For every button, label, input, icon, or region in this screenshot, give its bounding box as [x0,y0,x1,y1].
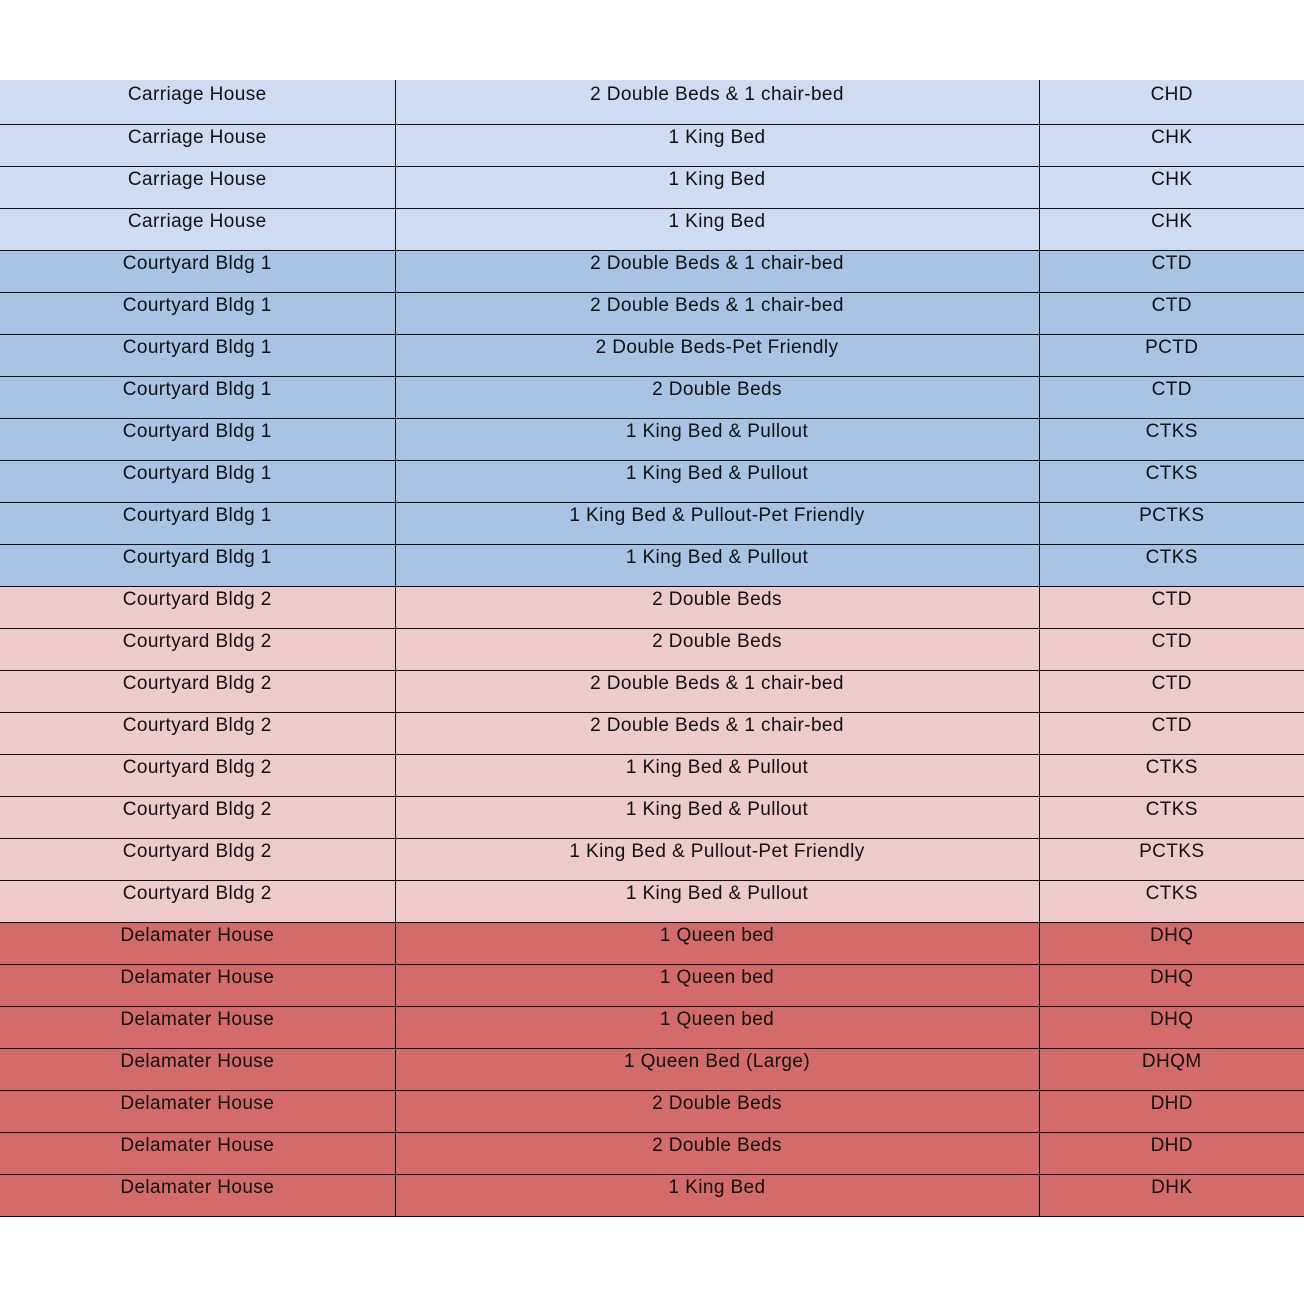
bed-type-cell: 1 King Bed & Pullout [395,754,1039,796]
room-code-cell: CTKS [1039,418,1304,460]
table-row [0,124,1304,166]
room-code-cell: PCTKS [1039,502,1304,544]
table-row [0,544,1304,586]
room-code-cell: DHD [1039,1090,1304,1132]
bed-type-cell: 1 Queen bed [395,1006,1039,1048]
bed-type-cell: 2 Double Beds-Pet Friendly [395,334,1039,376]
table-row [0,80,1304,124]
table-row [0,250,1304,292]
room-code-cell: DHQ [1039,964,1304,1006]
room-code-cell: DHQ [1039,1006,1304,1048]
building-cell: Courtyard Bldg 1 [0,418,395,460]
bed-type-cell: 1 Queen bed [395,922,1039,964]
building-cell: Courtyard Bldg 2 [0,754,395,796]
bed-type-cell: 2 Double Beds [395,1090,1039,1132]
bed-type-cell: 2 Double Beds & 1 chair-bed [395,670,1039,712]
table-row [0,670,1304,712]
building-cell: Courtyard Bldg 1 [0,250,395,292]
table-row [0,460,1304,502]
building-cell: Courtyard Bldg 2 [0,880,395,922]
building-cell: Carriage House [0,166,395,208]
table-row [0,292,1304,334]
table-row [0,712,1304,754]
bed-type-cell: 1 King Bed [395,124,1039,166]
building-cell: Courtyard Bldg 1 [0,502,395,544]
bed-type-cell: 1 Queen bed [395,964,1039,1006]
bed-type-cell: 2 Double Beds [395,1132,1039,1174]
building-cell: Courtyard Bldg 1 [0,376,395,418]
room-table [0,80,1304,1217]
building-cell: Courtyard Bldg 2 [0,838,395,880]
bed-type-cell: 1 King Bed & Pullout [395,418,1039,460]
building-cell: Delamater House [0,922,395,964]
room-code-cell: CHD [1039,80,1304,124]
room-code-cell: CTKS [1039,880,1304,922]
bed-type-cell: 1 King Bed & Pullout-Pet Friendly [395,838,1039,880]
bed-type-cell: 1 King Bed & Pullout [395,544,1039,586]
bed-type-cell: 1 King Bed & Pullout-Pet Friendly [395,502,1039,544]
room-code-cell: PCTD [1039,334,1304,376]
table-row [0,334,1304,376]
room-code-cell: PCTKS [1039,838,1304,880]
table-row [0,376,1304,418]
table-row [0,754,1304,796]
table-row [0,880,1304,922]
table-row [0,208,1304,250]
table-row [0,922,1304,964]
bed-type-cell: 2 Double Beds & 1 chair-bed [395,80,1039,124]
building-cell: Courtyard Bldg 1 [0,292,395,334]
building-cell: Delamater House [0,1174,395,1216]
bed-type-cell: 1 King Bed [395,166,1039,208]
building-cell: Delamater House [0,1090,395,1132]
bed-type-cell: 1 King Bed & Pullout [395,880,1039,922]
building-cell: Carriage House [0,208,395,250]
room-code-cell: CTD [1039,628,1304,670]
table-row [0,628,1304,670]
bed-type-cell: 2 Double Beds [395,628,1039,670]
building-cell: Delamater House [0,1006,395,1048]
room-code-cell: CTD [1039,292,1304,334]
bed-type-cell: 2 Double Beds [395,586,1039,628]
table-row [0,1090,1304,1132]
bed-type-cell: 2 Double Beds & 1 chair-bed [395,712,1039,754]
table-row [0,838,1304,880]
table-row [0,1174,1304,1216]
building-cell: Delamater House [0,1132,395,1174]
room-code-cell: CTKS [1039,544,1304,586]
table-row [0,166,1304,208]
building-cell: Delamater House [0,964,395,1006]
table-row [0,502,1304,544]
table-row [0,1048,1304,1090]
table-row [0,586,1304,628]
building-cell: Courtyard Bldg 2 [0,712,395,754]
table-row [0,1132,1304,1174]
building-cell: Courtyard Bldg 1 [0,460,395,502]
building-cell: Courtyard Bldg 1 [0,334,395,376]
building-cell: Courtyard Bldg 2 [0,670,395,712]
room-table-body [0,80,1304,1216]
building-cell: Courtyard Bldg 2 [0,796,395,838]
bed-type-cell: 1 King Bed [395,1174,1039,1216]
room-code-cell: CTKS [1039,460,1304,502]
bed-type-cell: 2 Double Beds [395,376,1039,418]
room-code-cell: CHK [1039,124,1304,166]
bed-type-cell: 1 King Bed & Pullout [395,796,1039,838]
bed-type-cell: 1 King Bed [395,208,1039,250]
bed-type-cell: 1 Queen Bed (Large) [395,1048,1039,1090]
room-code-cell: DHD [1039,1132,1304,1174]
bed-type-cell: 2 Double Beds & 1 chair-bed [395,292,1039,334]
building-cell: Courtyard Bldg 2 [0,628,395,670]
room-code-cell: CHK [1039,208,1304,250]
bed-type-cell: 1 King Bed & Pullout [395,460,1039,502]
room-code-cell: DHQM [1039,1048,1304,1090]
table-row [0,964,1304,1006]
room-code-cell: CTKS [1039,796,1304,838]
building-cell: Courtyard Bldg 2 [0,586,395,628]
room-code-cell: CTD [1039,670,1304,712]
room-code-cell: CTKS [1039,754,1304,796]
room-code-cell: CTD [1039,712,1304,754]
bed-type-cell: 2 Double Beds & 1 chair-bed [395,250,1039,292]
room-code-cell: CTD [1039,250,1304,292]
room-code-cell: CTD [1039,586,1304,628]
table-row [0,796,1304,838]
table-row [0,1006,1304,1048]
table-row [0,418,1304,460]
building-cell: Courtyard Bldg 1 [0,544,395,586]
building-cell: Carriage House [0,80,395,124]
room-code-cell: DHK [1039,1174,1304,1216]
building-cell: Delamater House [0,1048,395,1090]
room-code-cell: CHK [1039,166,1304,208]
room-code-cell: DHQ [1039,922,1304,964]
room-code-cell: CTD [1039,376,1304,418]
building-cell: Carriage House [0,124,395,166]
